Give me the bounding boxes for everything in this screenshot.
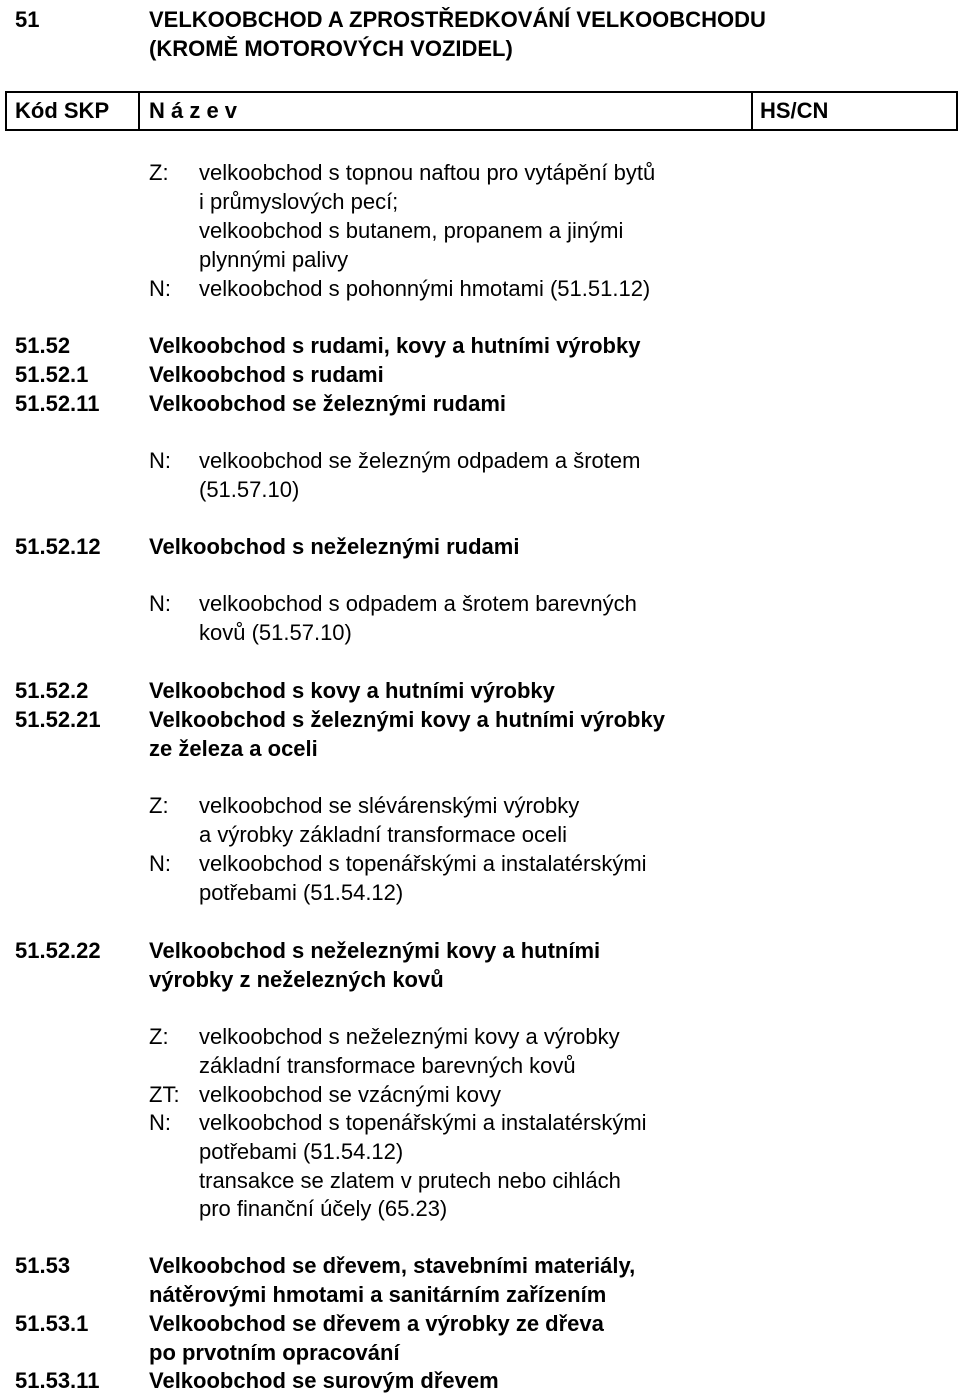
note-text: potřebami (51.54.12) [199, 880, 404, 905]
class-code: 51.52 [15, 333, 71, 358]
note-text: velkoobchod s butanem, propanem a jinými [199, 218, 624, 243]
class-code: 51.52.11 [15, 391, 100, 416]
class-name: Velkoobchod s neželeznými rudami [149, 534, 520, 559]
class-name: Velkoobchod s rudami, kovy a hutními výrobky [149, 333, 641, 358]
class-code: 51.52.21 [15, 707, 101, 732]
note-text: velkoobchod se slévárenskými výrobky [199, 793, 580, 818]
class-code: 51.52.1 [15, 362, 89, 387]
class-name: Velkoobchod se surovým dřevem [149, 1368, 499, 1393]
class-name: Velkoobchod s neželeznými kovy a hutními [149, 938, 601, 963]
note-text: velkoobchod se železným odpadem a šrotem [199, 448, 641, 473]
note-text: transakce se zlatem v prutech nebo cihlách [199, 1168, 621, 1193]
class-name: Velkoobchod s železnými kovy a hutními výrobky [149, 707, 665, 732]
note-text: základní transformace barevných kovů [199, 1053, 576, 1078]
class-code: 51.53 [15, 1253, 71, 1278]
note-marker: Z: [149, 793, 169, 818]
note-text: velkoobchod se vzácnými kovy [199, 1082, 502, 1107]
note-marker: ZT: [149, 1082, 180, 1107]
note-text: velkoobchod s topenářskými a instalatérskými [199, 1110, 647, 1135]
class-name: výrobky z neželezných kovů [149, 967, 444, 992]
class-code: 51.53.11 [15, 1368, 100, 1393]
class-code: 51.52.22 [15, 938, 101, 963]
class-code: 51.52.12 [15, 534, 101, 559]
column-code-header: Kód SKP [15, 98, 110, 123]
note-text: a výrobky základní transformace oceli [199, 822, 568, 847]
class-name: Velkoobchod s rudami [149, 362, 384, 387]
class-code: 51.53.1 [15, 1311, 89, 1336]
note-marker: N: [149, 276, 171, 301]
note-text: velkoobchod s odpadem a šrotem barevných [199, 591, 637, 616]
note-text: pro finanční účely (65.23) [199, 1196, 448, 1221]
note-text: velkoobchod s topnou naftou pro vytápění bytů [199, 160, 656, 185]
class-name: Velkoobchod se železnými rudami [149, 391, 506, 416]
note-marker: N: [149, 1110, 171, 1135]
class-name: ze železa a oceli [149, 736, 318, 761]
note-marker: N: [149, 851, 171, 876]
class-name: po prvotním opracování [149, 1340, 400, 1365]
class-code: 51.52.2 [15, 678, 89, 703]
note-marker: Z: [149, 1024, 169, 1049]
note-text: velkoobchod s neželeznými kovy a výrobky [199, 1024, 620, 1049]
class-name: Velkoobchod se dřevem a výrobky ze dřeva [149, 1311, 604, 1336]
section-title-line: VELKOOBCHOD A ZPROSTŘEDKOVÁNÍ VELKOOBCHODU [149, 7, 766, 32]
section-code: 51 [15, 7, 40, 32]
note-text: (51.57.10) [199, 477, 300, 502]
note-marker: N: [149, 448, 171, 473]
note-marker: N: [149, 591, 171, 616]
column-name-header: N á z e v [149, 98, 238, 123]
note-marker: Z: [149, 160, 169, 185]
note-text: velkoobchod s topenářskými a instalatérskými [199, 851, 647, 876]
section-title-line: (KROMĚ MOTOROVÝCH VOZIDEL) [149, 36, 513, 61]
note-text: plynnými palivy [199, 247, 349, 272]
class-name: Velkoobchod se dřevem, stavebními materiály, [149, 1253, 636, 1278]
note-text: kovů (51.57.10) [199, 620, 352, 645]
note-text: i průmyslových pecí; [199, 189, 399, 214]
class-name: Velkoobchod s kovy a hutními výrobky [149, 678, 555, 703]
column-hscn-header: HS/CN [760, 98, 829, 123]
class-name: nátěrovými hmotami a sanitárním zařízením [149, 1282, 607, 1307]
note-text: potřebami (51.54.12) [199, 1139, 404, 1164]
note-text: velkoobchod s pohonnými hmotami (51.51.12) [199, 276, 651, 301]
